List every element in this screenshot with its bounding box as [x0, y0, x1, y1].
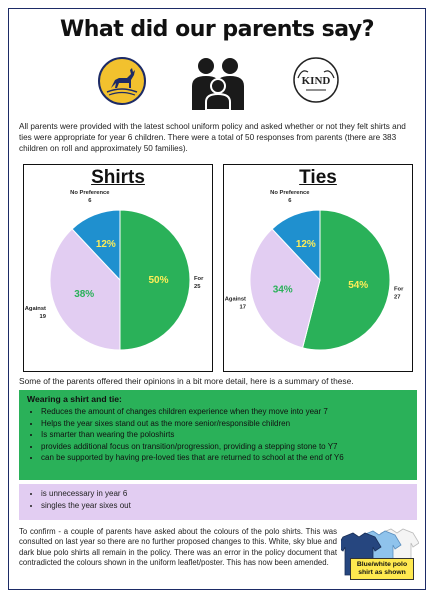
shirts-chart-title: Shirts — [91, 167, 145, 188]
list-item: • provides additional focus on transition/progression, providing a stepping stone to Y7 — [41, 441, 409, 453]
category-label-no-preference: No Preference 6 — [270, 190, 310, 204]
against-opinions-box — [19, 484, 417, 520]
for-opinions-list — [27, 406, 409, 464]
list-item: • can be supported by having pre-loved ties that are returned to school at the end of Y6 — [41, 452, 409, 464]
list-item: • singles the year sixes out — [41, 500, 409, 512]
ties-chart-title: Ties — [299, 167, 337, 188]
against-opinions-list — [27, 488, 409, 512]
data-label-against-percent: 38% — [74, 289, 95, 301]
intro-text: All parents were provided with the latest school uniform policy and asked whether or not they felt shirts and ties were appropriate for year 6 children. There were a total of 50 responses from parents (there are 383 children on roll and approximately 50 families). — [19, 122, 406, 153]
category-label-against: Against 19 — [24, 306, 46, 321]
data-label-against-percent: 34% — [272, 284, 293, 296]
category-label-for: For 27 — [394, 286, 404, 301]
shirt-caption: Blue/white polo shirt as shown — [350, 558, 414, 580]
polo-shirt-note: To confirm - a couple of parents have asked about the colours of the polo shirts. This was consulted on last year so there are no further proposed changes to this. White, sky blue and dark blue polo shirts all remain in the policy. There was an error in the policy document that contradicted the colours shown in the uniform leaflet/poster. This has now been amended. — [19, 527, 337, 567]
for-opinions-box — [19, 390, 417, 480]
for-opinions-heading: Wearing a shirt and tie: — [27, 394, 122, 404]
category-label-against: Against 17 — [224, 296, 246, 311]
data-label-no-preference-percent: 12% — [295, 239, 316, 251]
data-label-no-preference-percent: 12% — [95, 239, 116, 251]
list-item: • Helps the year sixes stand out as the more senior/responsible children — [41, 418, 409, 430]
data-label-for-percent: 54% — [348, 279, 369, 291]
category-label-no-preference: No Preference 6 — [70, 190, 110, 204]
list-item: • is unnecessary in year 6 — [41, 488, 409, 500]
page-title: What did our parents say? — [59, 17, 375, 42]
school-crest-logo — [97, 56, 147, 106]
family-icon — [189, 56, 247, 110]
ties-pie-chart — [224, 165, 414, 373]
shirts-chart-panel — [23, 164, 213, 372]
list-item: • Is smarter than wearing the poloshirts — [41, 429, 409, 441]
ties-chart-panel — [223, 164, 413, 372]
category-label-for: For 25 — [194, 276, 204, 290]
summary-intro: Some of the parents offered their opinions in a bit more detail, here is a summary of these. — [19, 376, 354, 386]
shirts-pie-chart — [24, 165, 214, 373]
list-item: • Reduces the amount of changes children experience when they move into year 7 — [41, 406, 409, 418]
kind-logo — [292, 56, 340, 104]
poster — [8, 8, 426, 590]
kind-logo-text: KIND — [301, 75, 331, 87]
data-label-for-percent: 50% — [148, 275, 169, 286]
